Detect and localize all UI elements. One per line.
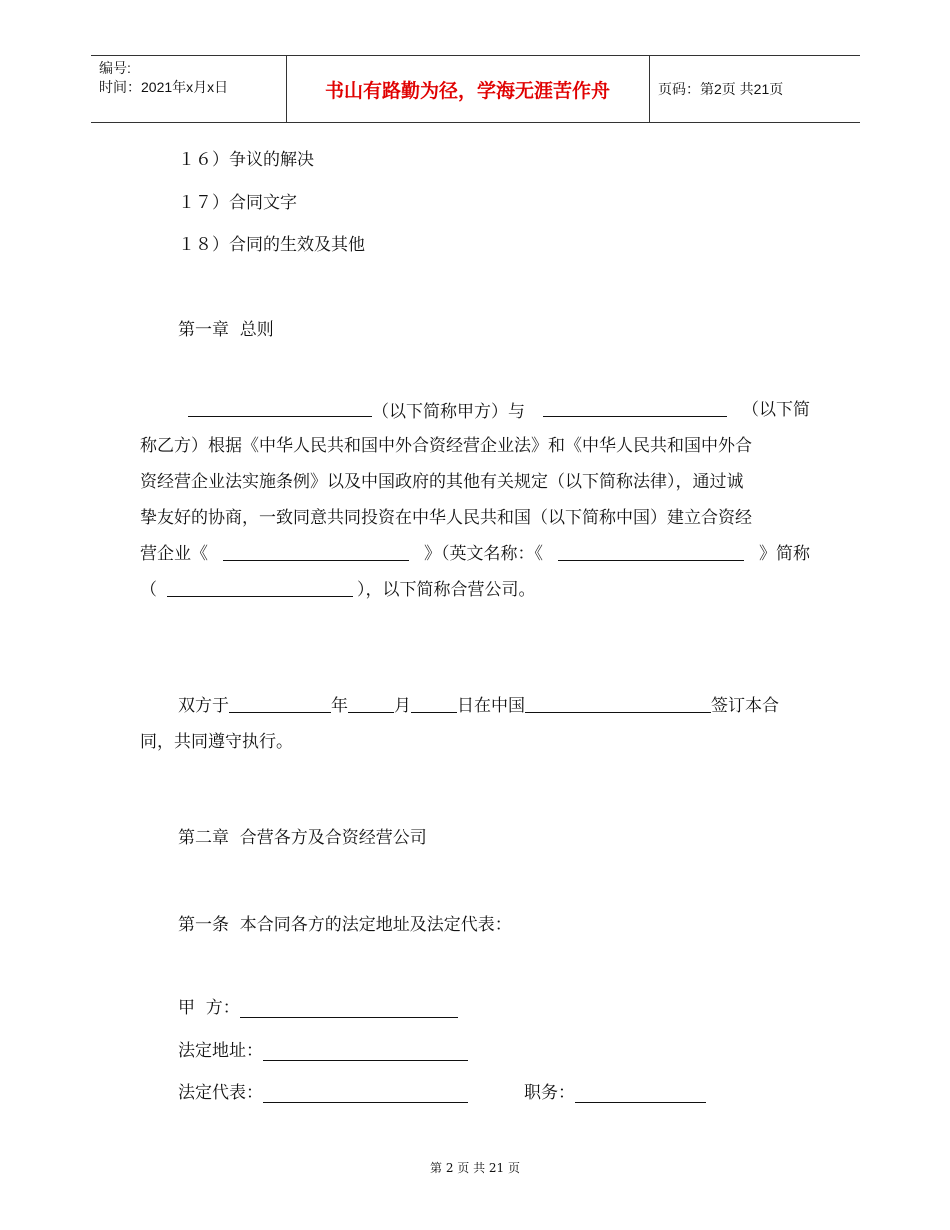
paragraph-line: 同，共同遵守执行。 — [140, 732, 293, 752]
paragraph-line: （ ），以下简称合营公司。 — [140, 572, 810, 608]
representative-input[interactable] — [263, 1078, 468, 1103]
address-field: 法定地址： — [178, 1036, 468, 1061]
paragraph-line: （以下简称甲方）与 （以下简 — [140, 392, 810, 428]
address-input[interactable] — [263, 1036, 468, 1061]
page-footer: 第 2 页 共 21 页 — [430, 1161, 520, 1175]
blank-month[interactable] — [348, 688, 394, 713]
representative-field: 法定代表： 职务： — [178, 1078, 706, 1103]
chapter-2-title: 第二章 合营各方及合资经营公司 — [178, 828, 427, 848]
signing-paragraph — [140, 688, 810, 760]
paragraph-line: 双方于 年 月 日在中国 签订本合 — [140, 688, 810, 724]
blank-party-a[interactable] — [188, 392, 372, 417]
blank-party-b[interactable] — [543, 392, 727, 417]
toc-item-17: １７）合同文字 — [178, 193, 297, 213]
position-input[interactable] — [575, 1078, 706, 1103]
toc-item-18: １８）合同的生效及其他 — [178, 235, 365, 255]
blank-year[interactable] — [229, 688, 331, 713]
chapter-1-paragraph — [140, 392, 810, 608]
party-a-field: 甲 方： — [178, 993, 458, 1018]
header-page-label: 页码：第2页 共21页 — [658, 81, 784, 97]
paragraph-line: 资经营企业法实施条例》以及中国政府的其他有关规定（以下简称法律），通过诚 — [140, 472, 744, 492]
header-divider — [649, 56, 650, 122]
toc-item-16: １６）争议的解决 — [178, 150, 314, 170]
header-meta — [99, 59, 228, 97]
blank-day[interactable] — [411, 688, 457, 713]
header-motto: 书山有路勤为径，学海无涯苦作舟 — [324, 79, 610, 102]
blank-place[interactable] — [525, 688, 711, 713]
number-label: 编号: — [99, 60, 131, 76]
party-a-input[interactable] — [240, 993, 458, 1018]
blank-company-name[interactable] — [223, 536, 409, 561]
article-1-title: 第一条 本合同各方的法定地址及法定代表： — [178, 915, 512, 935]
blank-english-name[interactable] — [558, 536, 744, 561]
paragraph-line: 称乙方）根据《中华人民共和国中外合资经营企业法》和《中华人民共和国中外合 — [140, 436, 752, 456]
document-header — [91, 55, 860, 123]
paragraph-line: 营企业《 》（英文名称：《 》简称 — [140, 536, 810, 572]
time-label: 时间：2021年x月x日 — [99, 79, 229, 95]
blank-short-name[interactable] — [167, 572, 353, 597]
paragraph-line: 挚友好的协商，一致同意共同投资在中华人民共和国（以下简称中国）建立合资经 — [140, 508, 752, 528]
chapter-1-title: 第一章 总则 — [178, 320, 274, 340]
